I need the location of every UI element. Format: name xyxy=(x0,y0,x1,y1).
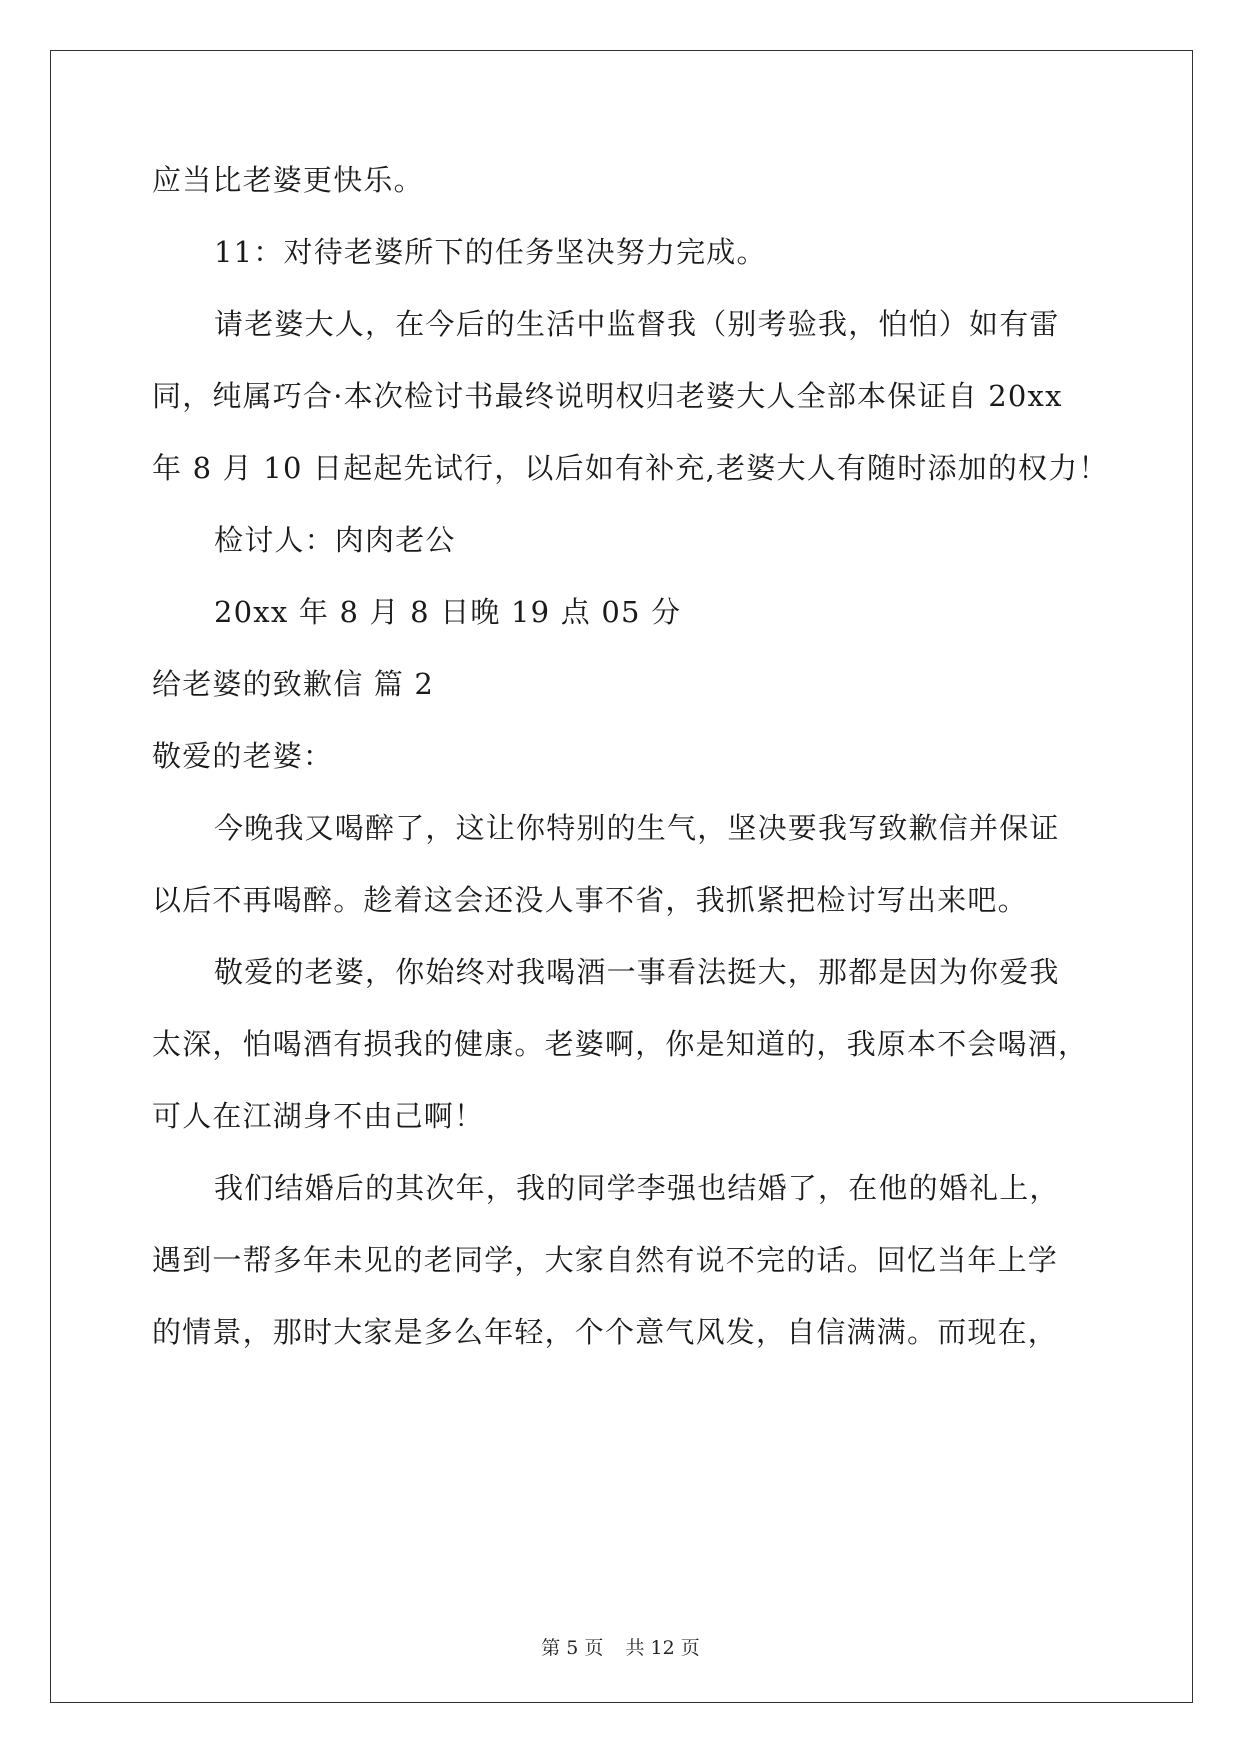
text-line: 年 8 月 10 日起起先试行，以后如有补充,老婆大人有随时添加的权力！ xyxy=(152,451,1109,485)
page-border xyxy=(50,50,1193,1703)
text-line: 以后不再喝醉。趁着这会还没人事不省，我抓紧把检讨写出来吧。 xyxy=(152,883,1028,917)
page-number: 第 5 页 xyxy=(541,1637,604,1659)
text-line: 11：对待老婆所下的任务坚决努力完成。 xyxy=(214,235,767,269)
text-line: 请老婆大人，在今后的生活中监督我（别考验我，怕怕）如有雷 xyxy=(214,307,1060,341)
text-line: 太深，怕喝酒有损我的健康。老婆啊，你是知道的，我原本不会喝酒， xyxy=(152,1027,1089,1061)
section-title: 给老婆的致歉信 篇 2 xyxy=(152,667,435,701)
total-pages: 共 12 页 xyxy=(625,1637,700,1659)
text-line: 的情景，那时大家是多么年轻，个个意气风发，自信满满。而现在， xyxy=(152,1315,1059,1349)
salutation: 敬爱的老婆： xyxy=(152,739,334,773)
text-line: 今晚我又喝醉了，这让你特别的生气，坚决要我写致歉信并保证 xyxy=(214,811,1060,845)
text-line: 敬爱的老婆，你始终对我喝酒一事看法挺大，那都是因为你爱我 xyxy=(214,955,1060,989)
text-line: 应当比老婆更快乐。 xyxy=(152,163,424,197)
signature-line: 检讨人：肉肉老公 xyxy=(214,523,456,557)
text-line: 同，纯属巧合·本次检讨书最终说明权归老婆大人全部本保证自 20xx xyxy=(152,379,1063,413)
date-line: 20xx 年 8 月 8 日晚 19 点 05 分 xyxy=(214,595,682,629)
text-line: 可人在江湖身不由己啊！ xyxy=(152,1099,485,1133)
text-line: 遇到一帮多年未见的老同学，大家自然有说不完的话。回忆当年上学 xyxy=(152,1243,1059,1277)
text-line: 我们结婚后的其次年，我的同学李强也结婚了，在他的婚礼上， xyxy=(214,1171,1060,1205)
page-footer xyxy=(0,1633,1241,1660)
